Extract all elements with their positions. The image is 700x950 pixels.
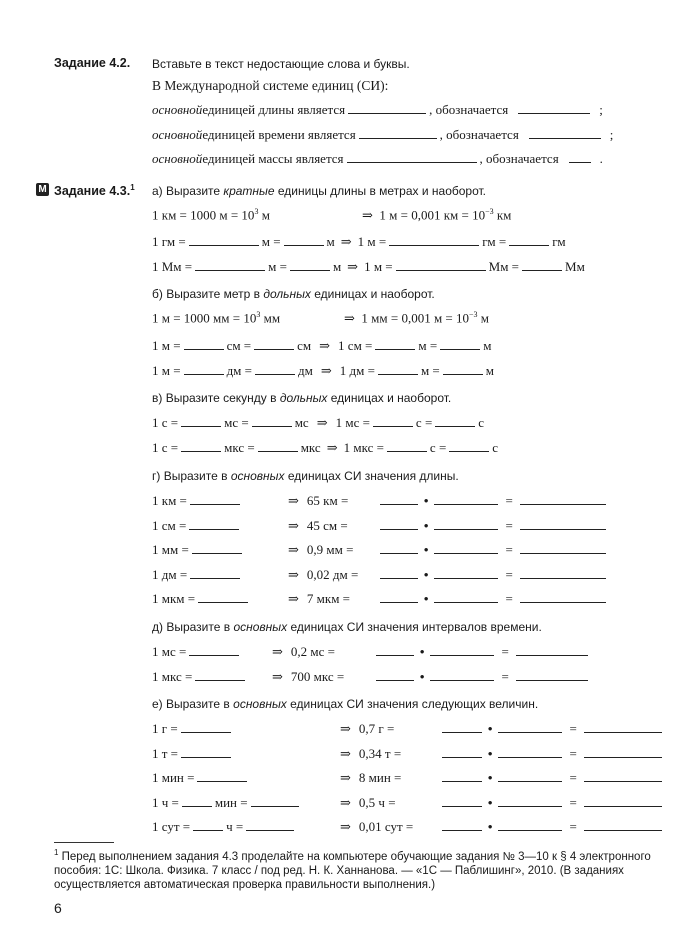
implies-arrow: ⇒ [288, 566, 299, 582]
answer-blank[interactable] [584, 745, 662, 758]
answer-blank[interactable] [520, 566, 606, 579]
equals-sign: = [505, 566, 513, 582]
multiply-dot: • [487, 819, 493, 834]
implies-arrow: ⇒ [340, 234, 352, 249]
answer-blank[interactable] [184, 362, 224, 375]
implies-arrow: ⇒ [362, 207, 373, 223]
equals-sign: = [505, 493, 513, 508]
implies-arrow: ⇒ [272, 644, 283, 659]
answer-blank[interactable] [584, 818, 662, 831]
answer-blank[interactable] [442, 720, 482, 733]
answer-blank[interactable] [520, 541, 606, 554]
text: 7 мкм = [306, 591, 351, 606]
multiply-dot: • [487, 794, 493, 810]
answer-blank[interactable] [373, 414, 413, 427]
answer-blank[interactable] [569, 150, 591, 163]
text: ч = [226, 819, 244, 834]
answer-blank[interactable] [380, 541, 418, 554]
multiply-dot: • [423, 591, 429, 606]
answer-blank[interactable] [380, 492, 418, 505]
part-b-row-1: 1 м = см = см ⇒ 1 см = м = м [152, 338, 492, 353]
answer-blank[interactable] [509, 233, 549, 246]
answer-blank[interactable] [520, 492, 606, 505]
answer-blank[interactable] [376, 668, 414, 681]
task-4-2-instruction: Вставьте в текст недостающие слова и буквы. [152, 57, 410, 71]
task-4-2-line-time: основной единицей времени является , обозначается ; [152, 127, 614, 142]
equals-sign: = [569, 721, 577, 736]
equals-sign: = [501, 644, 509, 659]
text: 65 км = [306, 493, 349, 508]
task-4-2-label: Задание 4.2. [54, 56, 131, 70]
part-e-row-5 [152, 818, 665, 835]
part-g-heading: г) Выразите в основных единицах СИ значения длины. [152, 469, 459, 483]
answer-blank[interactable] [387, 439, 427, 452]
answer-blank[interactable] [198, 590, 248, 603]
text: 45 см = [306, 517, 348, 533]
text: 1 мм = [152, 542, 189, 557]
part-b-heading: б) Выразите метр в дольных единицах и наоборот. [152, 287, 435, 301]
answer-blank[interactable] [254, 337, 294, 350]
implies-arrow: ⇒ [340, 721, 351, 736]
equals-sign: = [505, 591, 513, 606]
part-a-example-left: 1 км = 1000 $м = 10^3$ м [152, 207, 270, 223]
part-e-row-1 [152, 720, 665, 737]
answer-blank[interactable] [522, 258, 562, 271]
equals-sign: = [569, 770, 577, 785]
multiply-dot: • [487, 721, 493, 736]
answer-blank[interactable] [442, 769, 482, 782]
answer-blank[interactable] [498, 769, 562, 782]
implies-arrow: ⇒ [288, 542, 299, 557]
implies-arrow: ⇒ [288, 493, 299, 508]
answer-blank[interactable] [442, 745, 482, 758]
part-g-row-5 [152, 590, 609, 607]
text: 8 мин = [358, 770, 402, 785]
m-icon: М [36, 183, 49, 196]
task-4-3-label: Задание 4.3.$^1$ [54, 183, 135, 199]
implies-arrow: ⇒ [319, 338, 331, 353]
answer-blank[interactable] [190, 566, 240, 579]
implies-arrow: ⇒ [340, 819, 351, 834]
text: 0,9 мм = [306, 542, 354, 557]
answer-blank[interactable] [430, 668, 494, 681]
part-e-heading: е) Выразите в основных единицах СИ значения следующих величин. [152, 697, 539, 711]
text: 1 ч = [152, 794, 179, 810]
answer-blank[interactable] [520, 517, 606, 530]
answer-blank[interactable] [258, 439, 298, 452]
text: 1 мин = [152, 770, 195, 785]
implies-arrow: ⇒ [320, 363, 332, 378]
answer-blank[interactable] [529, 126, 601, 139]
answer-blank[interactable] [380, 590, 418, 603]
answer-blank[interactable] [518, 101, 590, 114]
part-a-example-right: ⇒ 1 м = 0,001 км = $10^{-3}$ км [362, 207, 512, 223]
text: 0,02 дм = [306, 566, 359, 582]
answer-blank[interactable] [251, 794, 299, 807]
task-4-2-line-mass: основной единицей массы является , обозначается . [152, 151, 603, 166]
answer-blank[interactable] [516, 643, 588, 656]
answer-blank[interactable] [347, 150, 477, 163]
footnote: $^1$ Перед выполнением задания 4.3 проделайте на компьютере обучающие задания № 3—10 к § 4 электронного пособия: 1С: Школа. Физика. 7 класс / под ред. Н. К. Ханнанова. — «1С — Паблишинг», 2010. (В заданиях осуществляется автоматическая проверка правильности выполнения.) [54, 848, 651, 891]
answer-blank[interactable] [181, 414, 221, 427]
implies-arrow: ⇒ [272, 668, 283, 684]
text: 0,01 сут = [358, 819, 414, 834]
part-b-example-left: 1 м = 1000 мм = $10^3$ мм [152, 310, 281, 326]
answer-blank[interactable] [252, 414, 292, 427]
text: 1 мкм = [152, 591, 196, 606]
answer-blank[interactable] [396, 258, 486, 271]
multiply-dot: • [487, 770, 493, 785]
part-v-heading: в) Выразите секунду в дольных единицах и наоборот. [152, 391, 452, 405]
part-e-row-3 [152, 769, 665, 786]
task-4-2-line-length: основной единицей длины является , обозначается ; [152, 102, 603, 117]
answer-blank[interactable] [376, 643, 414, 656]
part-e-row-2 [152, 745, 665, 762]
text: 1 т = [152, 745, 179, 761]
part-d-row-2 [152, 668, 591, 685]
text: 1 дм = [152, 566, 188, 582]
answer-blank[interactable] [380, 566, 418, 579]
equals-sign: = [569, 745, 577, 761]
part-g-row-3 [152, 541, 609, 558]
answer-blank[interactable] [584, 769, 662, 782]
answer-blank[interactable] [181, 745, 231, 758]
answer-blank[interactable] [290, 258, 330, 271]
answer-blank[interactable] [434, 492, 498, 505]
answer-blank[interactable] [442, 818, 482, 831]
text: 1 г = [152, 721, 178, 736]
answer-blank[interactable] [193, 818, 223, 831]
answer-blank[interactable] [443, 362, 483, 375]
answer-blank[interactable] [516, 668, 588, 681]
answer-blank[interactable] [181, 720, 231, 733]
text: мин = [214, 794, 248, 810]
answer-blank[interactable] [389, 233, 479, 246]
answer-blank[interactable] [584, 720, 662, 733]
implies-arrow: ⇒ [344, 310, 355, 326]
text: 1 мс = [152, 644, 187, 659]
answer-blank[interactable] [430, 643, 494, 656]
answer-blank[interactable] [434, 541, 498, 554]
answer-blank[interactable] [378, 362, 418, 375]
text: 1 км = [152, 493, 187, 508]
multiply-dot: • [423, 542, 429, 557]
implies-arrow: ⇒ [347, 259, 359, 274]
part-d-row-1 [152, 643, 591, 660]
implies-arrow: ⇒ [340, 770, 351, 785]
answer-blank[interactable] [189, 517, 239, 530]
answer-blank[interactable] [195, 258, 265, 271]
answer-blank[interactable] [435, 414, 475, 427]
implies-arrow: ⇒ [326, 440, 338, 455]
text: 1 сут = [152, 819, 191, 834]
part-g-row-1 [152, 492, 609, 509]
text: 0,34 т = [358, 745, 402, 761]
answer-blank[interactable] [498, 794, 562, 807]
multiply-dot: • [423, 566, 429, 582]
multiply-dot: • [423, 517, 429, 533]
text: 0,2 мс = [290, 644, 335, 659]
equals-sign: = [505, 542, 513, 557]
part-d-heading: д) Выразите в основных единицах СИ значения интервалов времени. [152, 620, 542, 634]
implies-arrow: ⇒ [316, 415, 328, 430]
answer-blank[interactable] [359, 126, 437, 139]
answer-blank[interactable] [246, 818, 294, 831]
answer-blank[interactable] [440, 337, 480, 350]
equals-sign: = [505, 517, 513, 533]
answer-blank[interactable] [498, 720, 562, 733]
part-v-row-2: 1 с = мкс = мкс ⇒ 1 мкс = с = с [152, 440, 499, 455]
answer-blank[interactable] [195, 668, 245, 681]
answer-blank[interactable] [184, 337, 224, 350]
footnote-rule [54, 842, 114, 843]
part-v-row-1: 1 с = мс = мс ⇒ 1 мс = с = с [152, 415, 485, 430]
answer-blank[interactable] [348, 101, 426, 114]
answer-blank[interactable] [182, 794, 212, 807]
part-b-example-right: ⇒ 1 мм = 0,001 $м = 10^{-3}$ м [344, 310, 489, 326]
multiply-dot: • [419, 668, 425, 684]
part-a-row-2: 1 Мм = м = м ⇒ 1 м = Мм = Мм [152, 259, 585, 274]
text: 0,7 г = [358, 721, 395, 736]
text: 1 мкс = [152, 668, 193, 684]
equals-sign: = [569, 819, 577, 834]
equals-sign: = [501, 668, 509, 684]
answer-blank[interactable] [498, 818, 562, 831]
answer-blank[interactable] [498, 745, 562, 758]
equals-sign: = [569, 794, 577, 810]
answer-blank[interactable] [192, 541, 242, 554]
answer-blank[interactable] [284, 233, 324, 246]
task-4-2-intro: В Международной системе единиц (СИ): [152, 78, 389, 93]
text: 1 см = [152, 517, 187, 533]
part-g-row-2 [152, 517, 609, 534]
answer-blank[interactable] [190, 492, 240, 505]
answer-blank[interactable] [255, 362, 295, 375]
answer-blank[interactable] [584, 794, 662, 807]
text: 0,5 ч = [358, 794, 396, 810]
answer-blank[interactable] [375, 337, 415, 350]
answer-blank[interactable] [520, 590, 606, 603]
part-e-row-4 [152, 794, 665, 811]
answer-blank[interactable] [449, 439, 489, 452]
answer-blank[interactable] [434, 517, 498, 530]
answer-blank[interactable] [442, 794, 482, 807]
answer-blank[interactable] [434, 590, 498, 603]
text: 700 мкс = [290, 668, 345, 684]
implies-arrow: ⇒ [288, 591, 299, 606]
implies-arrow: ⇒ [340, 794, 351, 810]
answer-blank[interactable] [380, 517, 418, 530]
answer-blank[interactable] [189, 233, 259, 246]
answer-blank[interactable] [197, 769, 247, 782]
multiply-dot: • [487, 745, 493, 761]
part-g-row-4 [152, 566, 609, 583]
answer-blank[interactable] [189, 643, 239, 656]
implies-arrow: ⇒ [288, 517, 299, 533]
multiply-dot: • [423, 493, 429, 508]
implies-arrow: ⇒ [340, 745, 351, 761]
answer-blank[interactable] [181, 439, 221, 452]
multiply-dot: • [419, 644, 425, 659]
answer-blank[interactable] [434, 566, 498, 579]
part-a-row-1: 1 гм = м = м ⇒ 1 м = гм = гм [152, 234, 566, 249]
page-number: 6 [54, 900, 62, 916]
part-a-heading: а) Выразите кратные единицы длины в метрах и наоборот. [152, 184, 487, 198]
part-b-row-2: 1 м = дм = дм ⇒ 1 дм = м = м [152, 363, 494, 378]
